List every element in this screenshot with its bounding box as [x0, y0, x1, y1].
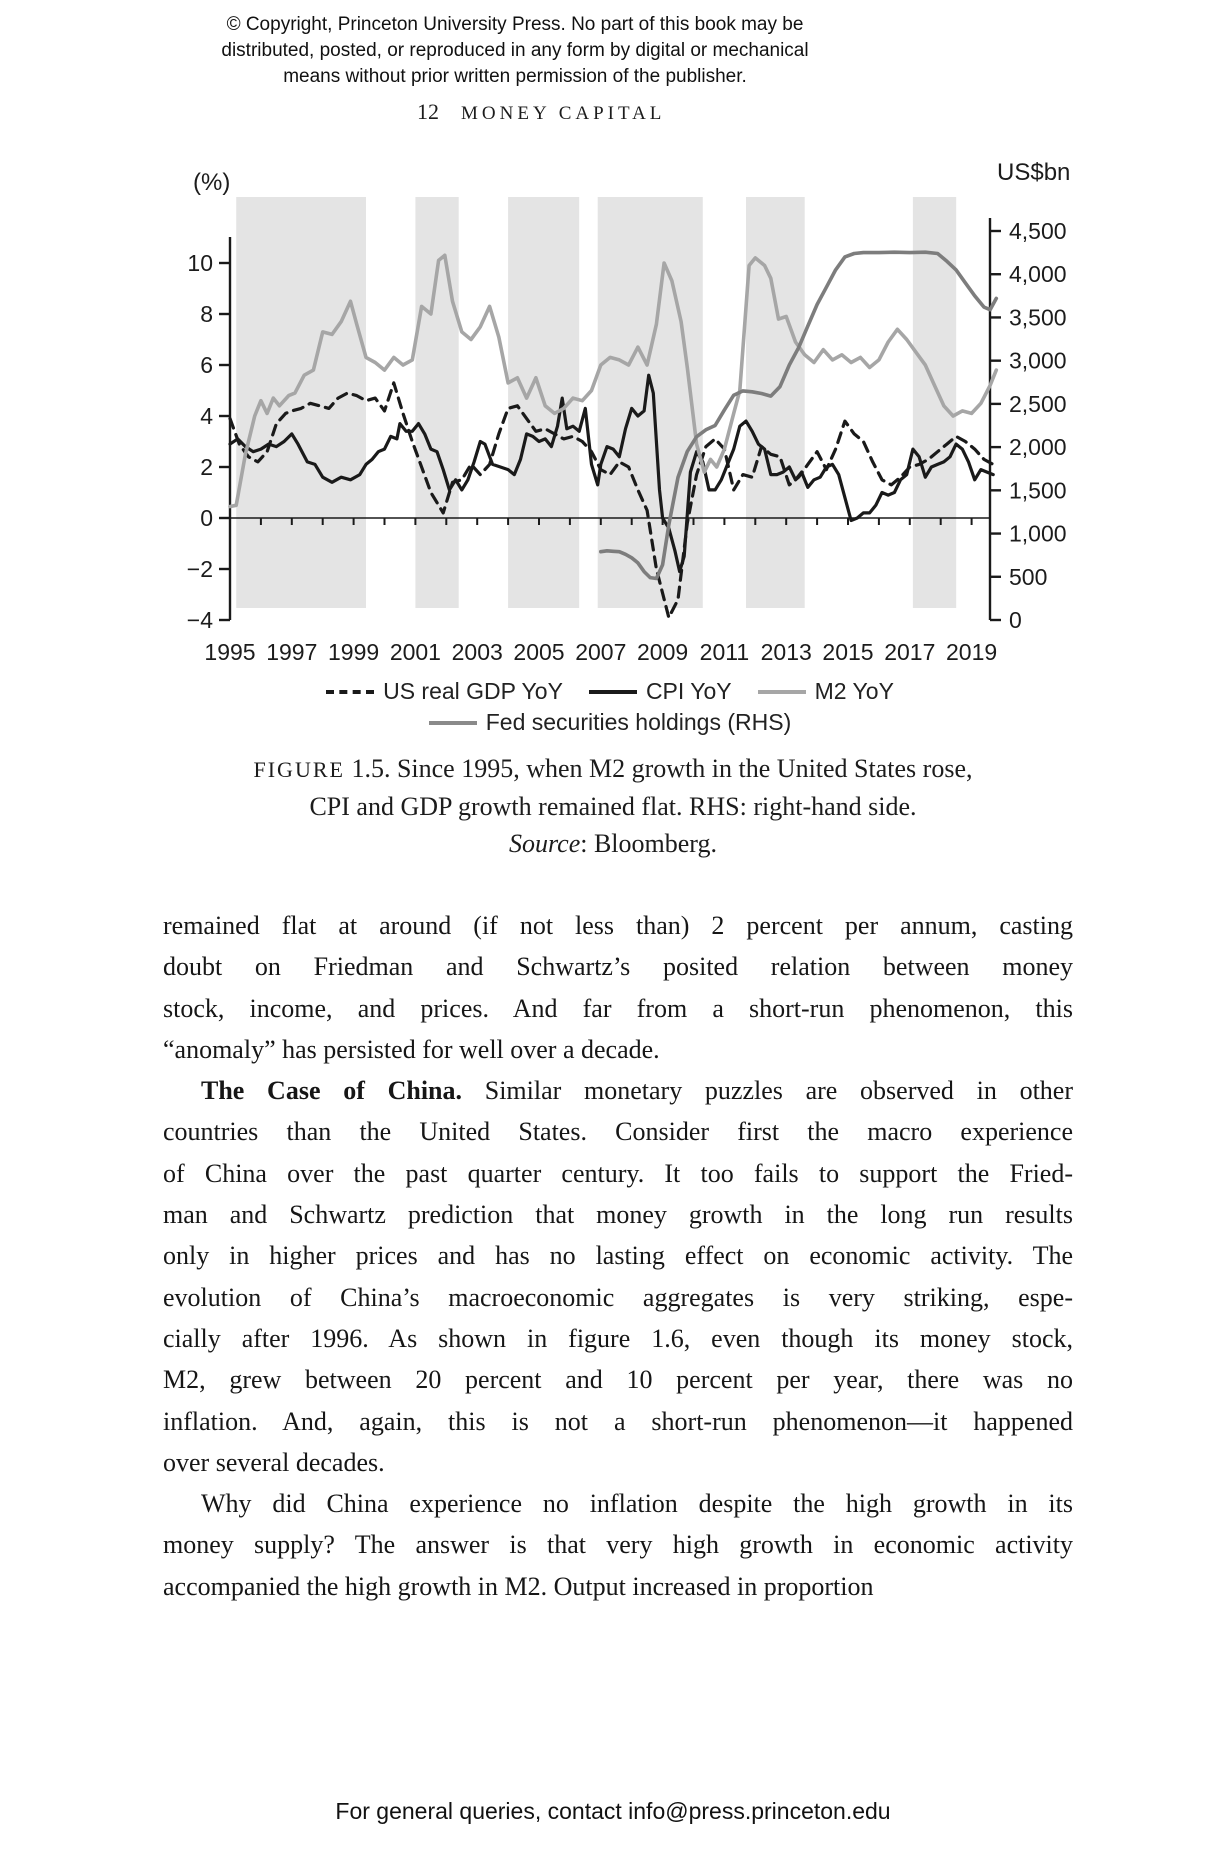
body-line: remained flat at around (if not less than) 2 percent per annum, casting [163, 911, 1073, 940]
shaded-period-band [236, 197, 366, 608]
body-line: stock, income, and prices. And far from a short-run phenomenon, this [163, 993, 1073, 1023]
left-axis-tick-label: −4 [186, 607, 213, 633]
caption-line-1 [163, 750, 1063, 788]
legend-label: US real GDP YoY [383, 678, 563, 704]
body-line: M2, grew between 20 percent and 10 percent per year, there was no [163, 1365, 1073, 1395]
right-axis-tick-label: 3,500 [1009, 304, 1067, 331]
left-axis-tick-label: 2 [200, 454, 213, 480]
line-chart [0, 0, 1225, 760]
shaded-period-band [415, 197, 458, 608]
left-axis-tick-label: 0 [200, 505, 213, 531]
body-line: “anomaly” has persisted for well over a decade. [163, 1034, 660, 1064]
right-axis-tick-label: 3,000 [1009, 347, 1067, 374]
gray-line-sample [758, 690, 806, 694]
shaded-period-band [598, 197, 703, 608]
left-axis-tick-label: 10 [187, 250, 213, 276]
x-axis-year-label: 2017 [884, 639, 936, 665]
legend-row-2 [150, 707, 1070, 738]
body-line: evolution of China’s macroeconomic aggregates is very striking, espe- [163, 1282, 1073, 1312]
body-line: accompanied the high growth in M2. Output increased in proportion [163, 1571, 874, 1601]
left-axis-tick-label: 4 [200, 403, 213, 429]
x-axis-year-label: 1995 [204, 639, 256, 665]
legend-item-gdp [326, 678, 563, 705]
caption-text: 1.5. Since 1995, when M2 growth in the United States rose, [344, 754, 973, 783]
caption-source [163, 825, 1063, 862]
footer-queries: For general queries, contact info@press.princeton.edu [335, 1798, 891, 1824]
legend-item-fed [429, 709, 792, 736]
source-label: Source [509, 829, 581, 858]
body-line: only in higher prices and has no lasting effect on economic activity. The [163, 1241, 1073, 1271]
body-line [163, 1070, 1073, 1111]
x-axis-year-label: 1999 [328, 639, 380, 665]
body-line: man and Schwartz prediction that money growth in the long run results [163, 1200, 1073, 1230]
x-axis-year-label: 2005 [513, 639, 565, 665]
shaded-period-band [913, 197, 956, 608]
bold-lead-in: The Case of China. [201, 1076, 463, 1106]
x-axis-year-label: 2015 [822, 639, 874, 665]
body-line: money supply? The answer is that very high growth in economic activity [163, 1530, 1073, 1560]
left-axis-tick-label: −2 [186, 556, 213, 582]
body-line: of China over the past quarter century. It too fails to support the Fried- [163, 1158, 1073, 1188]
page-number: 12 [417, 99, 439, 124]
legend-row-1 [150, 676, 1070, 707]
right-axis-tick-label: 4,000 [1009, 261, 1067, 288]
legend-label: M2 YoY [814, 678, 894, 704]
right-axis-tick-label: 4,500 [1009, 218, 1067, 244]
body-line: Why did China experience no inflation despite the high growth in its [201, 1489, 1073, 1519]
copyright-line: means without prior written permission of the publisher. [283, 66, 747, 87]
body-line: cially after 1996. As shown in figure 1.6, even though its money stock, [163, 1323, 1073, 1353]
right-axis-tick-label: 1,000 [1009, 520, 1067, 547]
dashed-line-sample [326, 690, 374, 694]
copyright-line: © Copyright, Princeton University Press. No part of this book may be [226, 14, 804, 35]
body-text [163, 905, 1073, 1607]
legend-item-cpi [589, 678, 732, 705]
running-head-title: MONEY CAPITAL [461, 103, 666, 124]
right-axis-tick-label: 2,000 [1009, 434, 1067, 461]
figure-caption [163, 750, 1063, 862]
body-line-text: Similar monetary puzzles are observed in other [462, 1076, 1073, 1106]
x-axis-year-label: 2007 [575, 639, 627, 665]
figure-1-5-chart [0, 0, 1225, 760]
chart-legend [150, 676, 1070, 738]
x-axis-year-label: 2001 [389, 639, 441, 665]
left-axis-tick-label: 6 [200, 352, 213, 378]
right-axis-tick-label: 2,500 [1009, 390, 1067, 417]
right-axis-tick-label: 0 [1009, 607, 1022, 633]
source-text: : Bloomberg. [580, 829, 717, 858]
x-axis-year-label: 2019 [946, 639, 998, 665]
gray-line-sample [429, 721, 477, 725]
body-line: inflation. And, again, this is not a short-run phenomenon—it happened [163, 1406, 1073, 1436]
right-axis-tick-label: 500 [1009, 563, 1048, 590]
left-axis-title: (%) [193, 169, 231, 196]
x-axis-year-label: 2011 [699, 639, 750, 665]
caption-line-2: CPI and GDP growth remained flat. RHS: right-hand side. [309, 792, 917, 821]
body-line: doubt on Friedman and Schwartz’s posited relation between money [163, 952, 1073, 982]
copyright-line: distributed, posted, or reproduced in any form by digital or mechanical [221, 40, 809, 61]
x-axis-year-label: 2009 [637, 639, 689, 665]
right-axis-title: US$bn [997, 159, 1071, 186]
legend-item-m2 [758, 678, 894, 705]
body-line: over several decades. [163, 1447, 385, 1477]
legend-label: CPI YoY [645, 678, 732, 704]
x-axis-year-label: 2013 [760, 639, 812, 665]
figure-label: FIGURE [253, 757, 345, 782]
right-axis-tick-label: 1,500 [1009, 477, 1067, 504]
x-axis-year-label: 2003 [451, 639, 503, 665]
body-line: countries than the United States. Consider first the macro experience [163, 1117, 1073, 1147]
x-axis-year-label: 1997 [266, 639, 318, 665]
left-axis-tick-label: 8 [200, 301, 213, 327]
solid-line-sample [589, 690, 637, 694]
legend-label: Fed securities holdings (RHS) [485, 709, 792, 735]
